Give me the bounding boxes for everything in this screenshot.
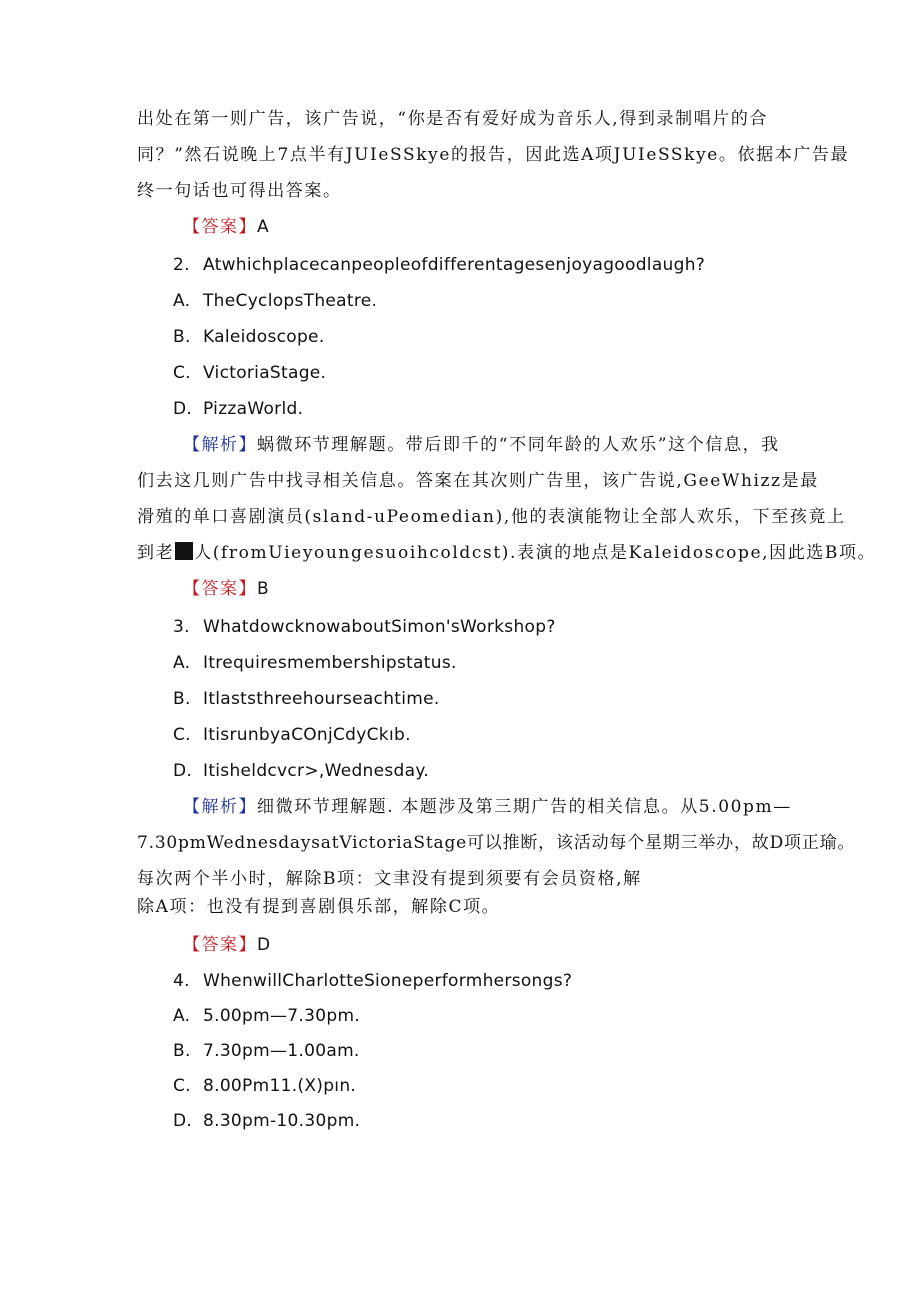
option-text: 8.30pm-10.30pm.	[203, 1111, 361, 1131]
analysis-text: 蜗微环节理解题。带后即千的“不同年龄的人欢乐”这个信息，我	[257, 435, 780, 455]
q2-analysis-line-4	[137, 541, 877, 565]
option-label: B.	[173, 1041, 191, 1061]
q2-option-d	[173, 397, 833, 421]
option-text: TheCyclopsTheatre.	[203, 291, 378, 311]
q2-option-a	[173, 289, 833, 313]
option-text: ItisrunbyaCOnjCdyCkıb.	[203, 725, 411, 745]
q3-analysis-line-2: 7.30pmWednesdaysatVictoriaStage可以推断，该活动每个星期三举办，故D项正瑜。	[137, 833, 856, 853]
answer-tag: 【答案】	[183, 935, 257, 955]
option-label: A.	[173, 653, 191, 673]
option-label: A.	[173, 1006, 191, 1026]
answer-tag: 【答案】	[183, 217, 257, 237]
intro-line-3: 终一句话也可得出答案。	[137, 181, 342, 201]
answer-q3	[183, 933, 843, 957]
question-text: Atwhichplacecanpeopleofdifferentagesenjoyagoodlaugh?	[203, 255, 706, 275]
answer-value: D	[257, 935, 271, 955]
q3-option-a	[173, 651, 833, 675]
q4-option-c	[173, 1074, 833, 1098]
option-text: PizzaWorld.	[203, 399, 304, 419]
q2-option-b	[173, 325, 833, 349]
q3-analysis-line-4: 除A项：也没有提到喜剧俱乐部，解除C项。	[137, 897, 501, 917]
option-text: 7.30pm—1.00am.	[203, 1041, 360, 1061]
answer-q1	[183, 215, 843, 239]
answer-value: A	[257, 217, 269, 237]
option-label: D.	[173, 1111, 193, 1131]
option-label: D.	[173, 761, 193, 781]
analysis-text: 细微环节理解题. 本题涉及第三期广告的相关信息。从5.00pm—	[257, 797, 792, 817]
option-text: VictoriaStage.	[203, 363, 327, 383]
question-4	[173, 969, 833, 993]
question-3	[173, 615, 833, 639]
option-text: 8.00Pm11.(X)pın.	[203, 1076, 357, 1096]
q4-option-b	[173, 1039, 833, 1063]
option-label: B.	[173, 689, 191, 709]
q3-analysis-line-1	[183, 795, 797, 819]
option-label: C.	[173, 363, 191, 383]
answer-q2	[183, 577, 843, 601]
option-text: Itrequiresmembershipstatus.	[203, 653, 457, 673]
intro-line-2: 同？”然石说晚上7点半有JUIeSSkye的报告，因此选A项JUIeSSkye。依据本广告最	[137, 145, 850, 165]
q3-option-d	[173, 759, 833, 783]
q2-analysis-line-1	[183, 433, 797, 457]
analysis-tag: 【解析】	[183, 435, 257, 455]
answer-value: B	[257, 579, 269, 599]
redacted-block-icon	[175, 542, 193, 560]
answer-tag: 【答案】	[183, 579, 257, 599]
option-label: B.	[173, 327, 191, 347]
option-label: C.	[173, 725, 191, 745]
option-label: A.	[173, 291, 191, 311]
q2-option-c	[173, 361, 833, 385]
option-text: Itlaststhreehourseachtime.	[203, 689, 440, 709]
q3-option-b	[173, 687, 833, 711]
q3-option-c	[173, 723, 833, 747]
option-label: D.	[173, 399, 193, 419]
q2-analysis-line-3: 滑殖的单口喜剧演员(sland-uPeomedian),他的表演能物让全部人欢乐，下至孩竟上	[137, 507, 846, 527]
option-label: C.	[173, 1076, 191, 1096]
analysis-text: 人(fromUieyoungesuoihcoldcst).表演的地点是Kaleidoscope,因此选B项。	[194, 543, 877, 563]
analysis-text: 到老	[137, 543, 175, 563]
question-number: 4.	[173, 971, 190, 991]
question-number: 2.	[173, 255, 190, 275]
option-text: Itisheldcvcr>,Wednesday.	[203, 761, 429, 781]
q2-analysis-line-2: 们去这几则广告中找寻相关信息。答案在其次则广告里，该广告说,GeeWhizz是最	[137, 471, 819, 491]
question-number: 3.	[173, 617, 190, 637]
intro-line-1: 出处在第一则广告，该广告说，“你是否有爱好成为音乐人,得到录制唱片的合	[137, 109, 769, 129]
question-text: WhenwillCharlotteSioneperformhersongs?	[203, 971, 573, 991]
question-text: WhatdowcknowaboutSimon'sWorkshop?	[203, 617, 556, 637]
question-2	[173, 253, 833, 277]
analysis-tag: 【解析】	[183, 797, 257, 817]
q4-option-a	[173, 1004, 833, 1028]
option-text: 5.00pm—7.30pm.	[203, 1006, 361, 1026]
q3-analysis-line-3: 每次两个半小时，解除B项：文聿没有提到须要有会员资格,解	[137, 869, 642, 889]
q4-option-d	[173, 1109, 833, 1133]
option-text: Kaleidoscope.	[203, 327, 325, 347]
